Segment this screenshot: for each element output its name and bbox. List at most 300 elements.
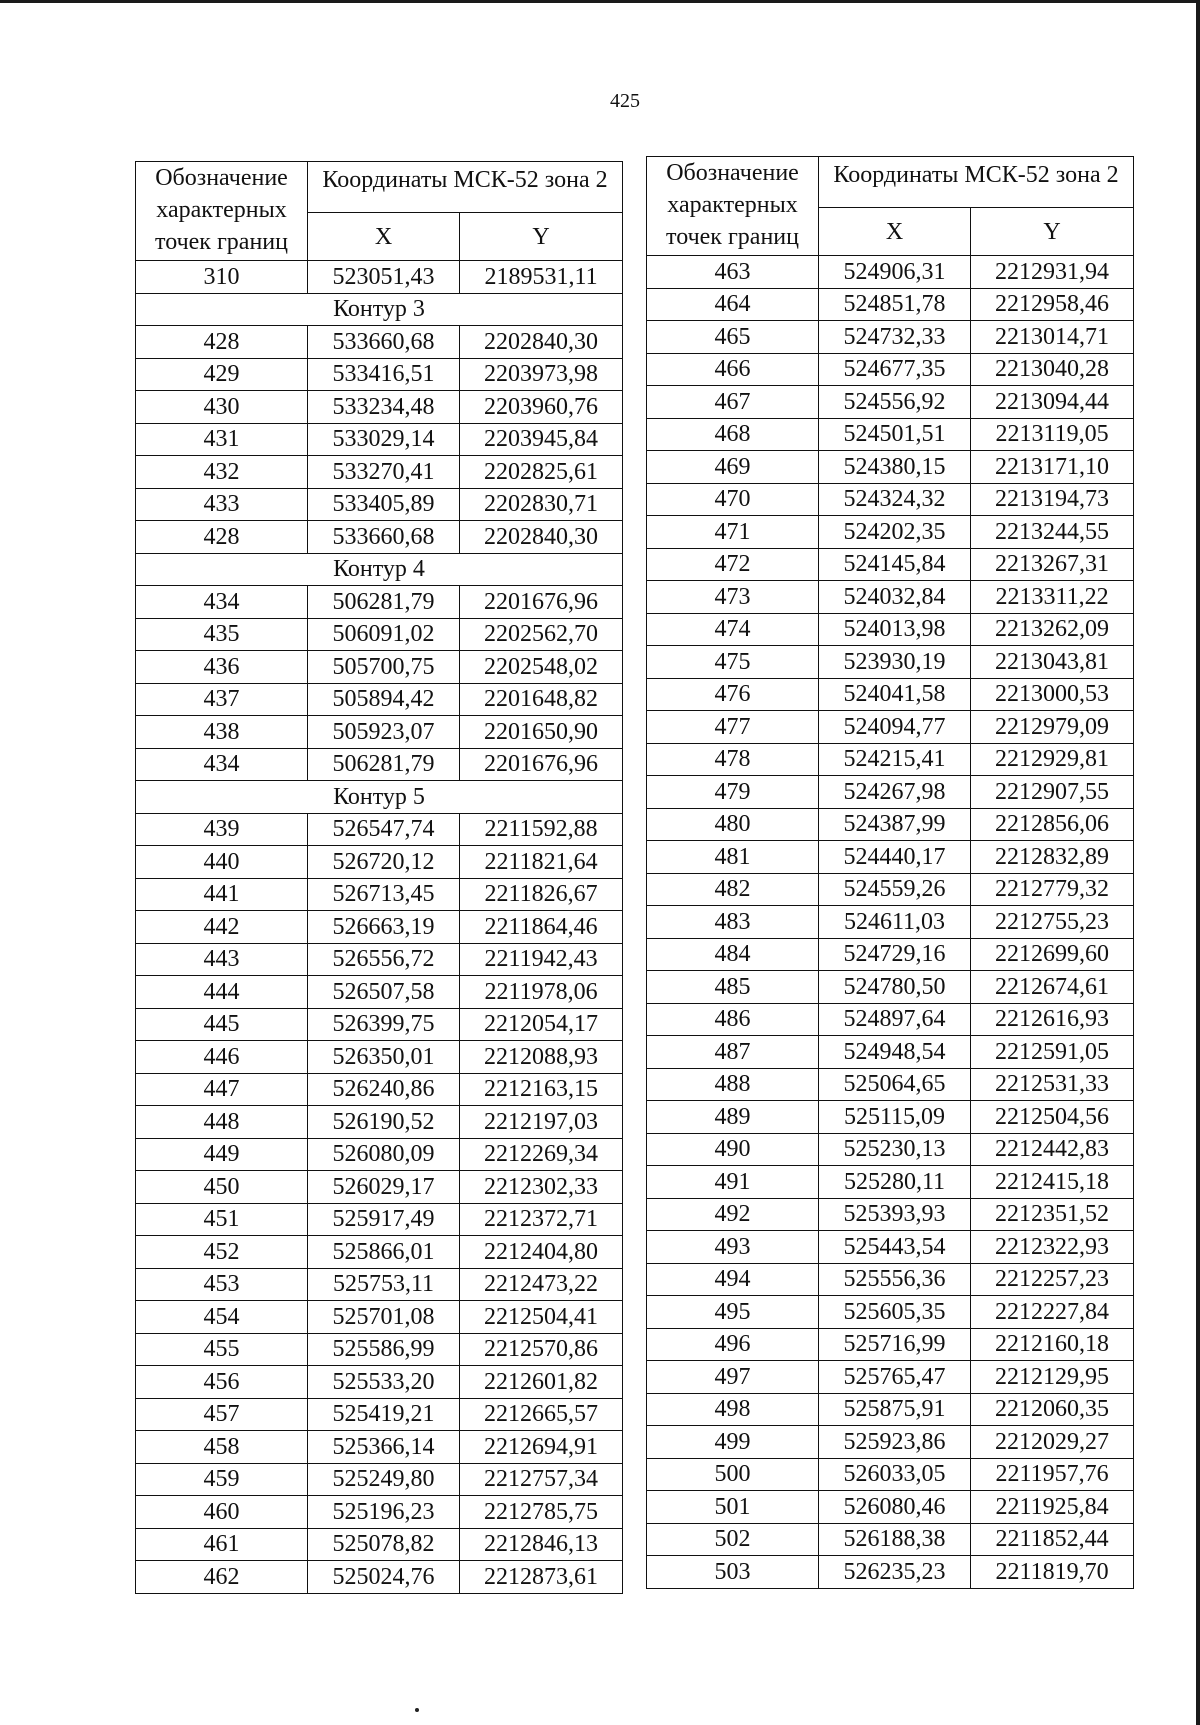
point-id-cell: 439: [136, 813, 308, 846]
table-row: [647, 1133, 1134, 1166]
table-row: [136, 1333, 623, 1366]
y-coordinate-cell: 2212163,15: [460, 1073, 623, 1106]
y-coordinate-cell: 2213094,44: [971, 386, 1134, 419]
y-coordinate-cell: 2211957,76: [971, 1458, 1134, 1491]
y-coordinate-cell: 2212504,56: [971, 1101, 1134, 1134]
point-id-cell: 441: [136, 878, 308, 911]
y-coordinate-cell: 2212302,33: [460, 1171, 623, 1204]
y-coordinate-cell: 2213119,05: [971, 418, 1134, 451]
table-row: [136, 326, 623, 359]
y-coordinate-cell: 2212269,34: [460, 1138, 623, 1171]
table-row: [136, 618, 623, 651]
y-coordinate-cell: 2211864,46: [460, 911, 623, 944]
x-coordinate-cell: 524501,51: [819, 418, 971, 451]
y-coordinate-cell: 2212129,95: [971, 1361, 1134, 1394]
y-coordinate-cell: 2213244,55: [971, 516, 1134, 549]
x-coordinate-cell: 526190,52: [308, 1106, 460, 1139]
x-coordinate-cell: 526547,74: [308, 813, 460, 846]
table-row: [647, 1296, 1134, 1329]
x-coordinate-cell: 524559,26: [819, 873, 971, 906]
point-id-cell: 456: [136, 1366, 308, 1399]
point-id-cell: 500: [647, 1458, 819, 1491]
y-coordinate-cell: 2213311,22: [971, 581, 1134, 614]
y-coordinate-cell: 2211819,70: [971, 1556, 1134, 1589]
table-row: [136, 683, 623, 716]
y-coordinate-cell: 2212699,60: [971, 938, 1134, 971]
point-id-cell: 448: [136, 1106, 308, 1139]
point-id-cell: 453: [136, 1268, 308, 1301]
table-row: [136, 1236, 623, 1269]
x-coordinate-cell: 523051,43: [308, 261, 460, 294]
point-id-cell: 493: [647, 1231, 819, 1264]
coordinates-table-left: [135, 161, 623, 1594]
x-coordinate-cell: 526350,01: [308, 1041, 460, 1074]
table-row: [647, 1361, 1134, 1394]
y-coordinate-cell: 2212665,57: [460, 1398, 623, 1431]
x-coordinate-cell: 524267,98: [819, 776, 971, 809]
table-row: [136, 1431, 623, 1464]
point-id-cell: 459: [136, 1463, 308, 1496]
table-row: [647, 1068, 1134, 1101]
table-row: [136, 358, 623, 391]
table-row: [647, 288, 1134, 321]
y-coordinate-cell: 2213171,10: [971, 451, 1134, 484]
point-id-cell: 475: [647, 646, 819, 679]
point-id-cell: 458: [136, 1431, 308, 1464]
table-row: [136, 1008, 623, 1041]
table-row: [647, 873, 1134, 906]
table-row: [136, 943, 623, 976]
y-coordinate-cell: 2213040,28: [971, 353, 1134, 386]
point-id-cell: 462: [136, 1561, 308, 1594]
table-row: [647, 613, 1134, 646]
table-row: [136, 456, 623, 489]
point-id-cell: 431: [136, 423, 308, 456]
y-coordinate-cell: 2202548,02: [460, 651, 623, 684]
table-row: [136, 521, 623, 554]
point-id-cell: 447: [136, 1073, 308, 1106]
x-coordinate-cell: 524440,17: [819, 841, 971, 874]
point-id-cell: 449: [136, 1138, 308, 1171]
table-row: [136, 1073, 623, 1106]
table-row: [136, 1561, 623, 1594]
x-coordinate-cell: 524215,41: [819, 743, 971, 776]
y-coordinate-cell: 2213262,09: [971, 613, 1134, 646]
y-coordinate-cell: 2212958,46: [971, 288, 1134, 321]
x-coordinate-cell: 524948,54: [819, 1036, 971, 1069]
point-id-cell: 461: [136, 1528, 308, 1561]
table-row: [647, 418, 1134, 451]
y-coordinate-cell: 2212088,93: [460, 1041, 623, 1074]
y-coordinate-cell: 2212227,84: [971, 1296, 1134, 1329]
x-coordinate-cell: 524013,98: [819, 613, 971, 646]
y-coordinate-cell: 2212570,86: [460, 1333, 623, 1366]
table-row: [647, 1328, 1134, 1361]
y-coordinate-cell: 2212785,75: [460, 1496, 623, 1529]
y-coordinate-cell: 2203973,98: [460, 358, 623, 391]
point-id-cell: 451: [136, 1203, 308, 1236]
x-coordinate-cell: 525556,36: [819, 1263, 971, 1296]
table-row: [647, 678, 1134, 711]
x-coordinate-cell: 525366,14: [308, 1431, 460, 1464]
y-coordinate-cell: 2211852,44: [971, 1523, 1134, 1556]
x-coordinate-cell: 525701,08: [308, 1301, 460, 1334]
point-id-cell: 477: [647, 711, 819, 744]
point-id-cell: 481: [647, 841, 819, 874]
x-coordinate-cell: 524897,64: [819, 1003, 971, 1036]
x-coordinate-cell: 525586,99: [308, 1333, 460, 1366]
header-y: Y: [971, 208, 1134, 256]
point-id-cell: 502: [647, 1523, 819, 1556]
point-id-cell: 489: [647, 1101, 819, 1134]
x-coordinate-cell: 533270,41: [308, 456, 460, 489]
table-row: [647, 711, 1134, 744]
x-coordinate-cell: 505894,42: [308, 683, 460, 716]
y-coordinate-cell: 2211592,88: [460, 813, 623, 846]
y-coordinate-cell: 2212674,61: [971, 971, 1134, 1004]
y-coordinate-cell: 2212694,91: [460, 1431, 623, 1464]
table-row: [647, 1101, 1134, 1134]
point-id-cell: 495: [647, 1296, 819, 1329]
table-row: [647, 743, 1134, 776]
point-id-cell: 445: [136, 1008, 308, 1041]
x-coordinate-cell: 526663,19: [308, 911, 460, 944]
point-id-cell: 429: [136, 358, 308, 391]
point-id-cell: 454: [136, 1301, 308, 1334]
y-coordinate-cell: 2212616,93: [971, 1003, 1134, 1036]
x-coordinate-cell: 526235,23: [819, 1556, 971, 1589]
point-id-cell: 484: [647, 938, 819, 971]
table-row: [647, 386, 1134, 419]
x-coordinate-cell: 506281,79: [308, 586, 460, 619]
x-coordinate-cell: 526399,75: [308, 1008, 460, 1041]
x-coordinate-cell: 525443,54: [819, 1231, 971, 1264]
point-id-cell: 442: [136, 911, 308, 944]
point-id-cell: 310: [136, 261, 308, 294]
table-row: [647, 1003, 1134, 1036]
x-coordinate-cell: 524094,77: [819, 711, 971, 744]
point-id-cell: 464: [647, 288, 819, 321]
header-point-designation: Обозначение характерных точек границ: [647, 157, 819, 256]
point-id-cell: 428: [136, 521, 308, 554]
point-id-cell: 491: [647, 1166, 819, 1199]
y-coordinate-cell: 2212504,41: [460, 1301, 623, 1334]
y-coordinate-cell: 2212931,94: [971, 256, 1134, 289]
table-row: [647, 1523, 1134, 1556]
point-id-cell: 485: [647, 971, 819, 1004]
table-row: [136, 423, 623, 456]
point-id-cell: 437: [136, 683, 308, 716]
x-coordinate-cell: 524387,99: [819, 808, 971, 841]
y-coordinate-cell: 2212415,18: [971, 1166, 1134, 1199]
x-coordinate-cell: 526080,46: [819, 1491, 971, 1524]
y-coordinate-cell: 2212351,52: [971, 1198, 1134, 1231]
point-id-cell: 465: [647, 321, 819, 354]
y-coordinate-cell: 2212856,06: [971, 808, 1134, 841]
point-id-cell: 467: [647, 386, 819, 419]
y-coordinate-cell: 2212404,80: [460, 1236, 623, 1269]
table-row: [647, 548, 1134, 581]
table-row: [647, 646, 1134, 679]
y-coordinate-cell: 2201676,96: [460, 748, 623, 781]
x-coordinate-cell: 533234,48: [308, 391, 460, 424]
header-coordinates: Координаты МСК-52 зона 2: [308, 162, 623, 213]
y-coordinate-cell: 2212846,13: [460, 1528, 623, 1561]
y-coordinate-cell: 2213267,31: [971, 548, 1134, 581]
table-row: [136, 1301, 623, 1334]
y-coordinate-cell: 2212757,34: [460, 1463, 623, 1496]
point-id-cell: 490: [647, 1133, 819, 1166]
y-coordinate-cell: 2212372,71: [460, 1203, 623, 1236]
table-row: [136, 261, 623, 294]
table-row: [647, 483, 1134, 516]
x-coordinate-cell: 506091,02: [308, 618, 460, 651]
table-row: [647, 1458, 1134, 1491]
x-coordinate-cell: 526556,72: [308, 943, 460, 976]
point-id-cell: 452: [136, 1236, 308, 1269]
table-row: [136, 911, 623, 944]
table-row: [136, 1138, 623, 1171]
header-x: X: [819, 208, 971, 256]
table-row: [136, 1041, 623, 1074]
y-coordinate-cell: 2213043,81: [971, 646, 1134, 679]
table-row: [647, 451, 1134, 484]
y-coordinate-cell: 2212755,23: [971, 906, 1134, 939]
point-id-cell: 483: [647, 906, 819, 939]
table-row: [136, 488, 623, 521]
point-id-cell: 434: [136, 586, 308, 619]
point-id-cell: 470: [647, 483, 819, 516]
point-id-cell: 503: [647, 1556, 819, 1589]
point-id-cell: 469: [647, 451, 819, 484]
point-id-cell: 486: [647, 1003, 819, 1036]
x-coordinate-cell: 525024,76: [308, 1561, 460, 1594]
table-row: [647, 971, 1134, 1004]
y-coordinate-cell: 2212779,32: [971, 873, 1134, 906]
x-coordinate-cell: 525875,91: [819, 1393, 971, 1426]
y-coordinate-cell: 2212473,22: [460, 1268, 623, 1301]
x-coordinate-cell: 524041,58: [819, 678, 971, 711]
table-body-right: [647, 256, 1134, 1589]
table-row: [647, 256, 1134, 289]
y-coordinate-cell: 2212029,27: [971, 1426, 1134, 1459]
x-coordinate-cell: 533405,89: [308, 488, 460, 521]
x-coordinate-cell: 525419,21: [308, 1398, 460, 1431]
x-coordinate-cell: 525917,49: [308, 1203, 460, 1236]
point-id-cell: 492: [647, 1198, 819, 1231]
point-id-cell: 443: [136, 943, 308, 976]
x-coordinate-cell: 526029,17: [308, 1171, 460, 1204]
scan-speck: [415, 1708, 419, 1712]
point-id-cell: 436: [136, 651, 308, 684]
y-coordinate-cell: 2211925,84: [971, 1491, 1134, 1524]
x-coordinate-cell: 524851,78: [819, 288, 971, 321]
y-coordinate-cell: 2211821,64: [460, 846, 623, 879]
point-id-cell: 496: [647, 1328, 819, 1361]
y-coordinate-cell: 2201676,96: [460, 586, 623, 619]
x-coordinate-cell: 533416,51: [308, 358, 460, 391]
table-row: [136, 1528, 623, 1561]
x-coordinate-cell: 526033,05: [819, 1458, 971, 1491]
header-x: X: [308, 213, 460, 261]
table-row: [136, 878, 623, 911]
table-row: [136, 1203, 623, 1236]
table-row: [647, 581, 1134, 614]
y-coordinate-cell: 2201648,82: [460, 683, 623, 716]
x-coordinate-cell: 505923,07: [308, 716, 460, 749]
header-y: Y: [460, 213, 623, 261]
x-coordinate-cell: 526188,38: [819, 1523, 971, 1556]
point-id-cell: 468: [647, 418, 819, 451]
y-coordinate-cell: 2201650,90: [460, 716, 623, 749]
y-coordinate-cell: 2212054,17: [460, 1008, 623, 1041]
page-number: 425: [610, 90, 640, 112]
x-coordinate-cell: 525115,09: [819, 1101, 971, 1134]
point-id-cell: 479: [647, 776, 819, 809]
point-id-cell: 476: [647, 678, 819, 711]
x-coordinate-cell: 524324,32: [819, 483, 971, 516]
point-id-cell: 494: [647, 1263, 819, 1296]
table-row: [136, 1268, 623, 1301]
y-coordinate-cell: 2211826,67: [460, 878, 623, 911]
page-top-border: [0, 0, 1200, 3]
table-row: [647, 906, 1134, 939]
table-row: [647, 1426, 1134, 1459]
table-row: [647, 321, 1134, 354]
point-id-cell: 463: [647, 256, 819, 289]
x-coordinate-cell: 524732,33: [819, 321, 971, 354]
table-row: [136, 586, 623, 619]
point-id-cell: 480: [647, 808, 819, 841]
point-id-cell: 482: [647, 873, 819, 906]
x-coordinate-cell: 525064,65: [819, 1068, 971, 1101]
y-coordinate-cell: 2212591,05: [971, 1036, 1134, 1069]
point-id-cell: 471: [647, 516, 819, 549]
y-coordinate-cell: 2212601,82: [460, 1366, 623, 1399]
y-coordinate-cell: 2202562,70: [460, 618, 623, 651]
x-coordinate-cell: 506281,79: [308, 748, 460, 781]
table-row: [136, 1398, 623, 1431]
point-id-cell: 428: [136, 326, 308, 359]
y-coordinate-cell: 2202830,71: [460, 488, 623, 521]
table-row: [136, 716, 623, 749]
x-coordinate-cell: 525765,47: [819, 1361, 971, 1394]
x-coordinate-cell: 524380,15: [819, 451, 971, 484]
y-coordinate-cell: 2211978,06: [460, 976, 623, 1009]
x-coordinate-cell: 525753,11: [308, 1268, 460, 1301]
x-coordinate-cell: 525249,80: [308, 1463, 460, 1496]
y-coordinate-cell: 2212907,55: [971, 776, 1134, 809]
point-id-cell: 438: [136, 716, 308, 749]
point-id-cell: 487: [647, 1036, 819, 1069]
x-coordinate-cell: 524906,31: [819, 256, 971, 289]
x-coordinate-cell: 525533,20: [308, 1366, 460, 1399]
table-row: [647, 1491, 1134, 1524]
contour-row: [136, 553, 623, 586]
table-row: [647, 1036, 1134, 1069]
y-coordinate-cell: 2212257,23: [971, 1263, 1134, 1296]
y-coordinate-cell: 2189531,11: [460, 261, 623, 294]
y-coordinate-cell: 2202840,30: [460, 521, 623, 554]
x-coordinate-cell: 533660,68: [308, 521, 460, 554]
x-coordinate-cell: 533660,68: [308, 326, 460, 359]
y-coordinate-cell: 2212531,33: [971, 1068, 1134, 1101]
table-row: [647, 1263, 1134, 1296]
x-coordinate-cell: 524145,84: [819, 548, 971, 581]
x-coordinate-cell: 523930,19: [819, 646, 971, 679]
y-coordinate-cell: 2212442,83: [971, 1133, 1134, 1166]
x-coordinate-cell: 526507,58: [308, 976, 460, 1009]
x-coordinate-cell: 524780,50: [819, 971, 971, 1004]
y-coordinate-cell: 2213000,53: [971, 678, 1134, 711]
table-row: [647, 1198, 1134, 1231]
y-coordinate-cell: 2213194,73: [971, 483, 1134, 516]
x-coordinate-cell: 524729,16: [819, 938, 971, 971]
x-coordinate-cell: 525078,82: [308, 1528, 460, 1561]
point-id-cell: 473: [647, 581, 819, 614]
table-row: [136, 1496, 623, 1529]
x-coordinate-cell: 526240,86: [308, 1073, 460, 1106]
x-coordinate-cell: 525196,23: [308, 1496, 460, 1529]
point-id-cell: 430: [136, 391, 308, 424]
point-id-cell: 435: [136, 618, 308, 651]
table-row: [647, 1393, 1134, 1426]
x-coordinate-cell: 524032,84: [819, 581, 971, 614]
y-coordinate-cell: 2212197,03: [460, 1106, 623, 1139]
x-coordinate-cell: 524677,35: [819, 353, 971, 386]
y-coordinate-cell: 2203945,84: [460, 423, 623, 456]
y-coordinate-cell: 2202840,30: [460, 326, 623, 359]
table-row: [136, 1106, 623, 1139]
table-row: [136, 1171, 623, 1204]
table-row: [647, 841, 1134, 874]
point-id-cell: 440: [136, 846, 308, 879]
x-coordinate-cell: 526713,45: [308, 878, 460, 911]
table-row: [647, 1231, 1134, 1264]
contour-label: Контур 3: [136, 293, 623, 326]
table-row: [647, 776, 1134, 809]
x-coordinate-cell: 524556,92: [819, 386, 971, 419]
page-right-border: [1196, 0, 1200, 1725]
x-coordinate-cell: 525716,99: [819, 1328, 971, 1361]
point-id-cell: 444: [136, 976, 308, 1009]
y-coordinate-cell: 2213014,71: [971, 321, 1134, 354]
x-coordinate-cell: 525280,11: [819, 1166, 971, 1199]
table-row: [647, 516, 1134, 549]
point-id-cell: 434: [136, 748, 308, 781]
point-id-cell: 455: [136, 1333, 308, 1366]
contour-label: Контур 4: [136, 553, 623, 586]
table-row: [136, 1366, 623, 1399]
point-id-cell: 466: [647, 353, 819, 386]
x-coordinate-cell: 525230,13: [819, 1133, 971, 1166]
point-id-cell: 497: [647, 1361, 819, 1394]
point-id-cell: 433: [136, 488, 308, 521]
y-coordinate-cell: 2203960,76: [460, 391, 623, 424]
x-coordinate-cell: 533029,14: [308, 423, 460, 456]
table-row: [136, 813, 623, 846]
table-body-left: [136, 261, 623, 1594]
header-coordinates: Координаты МСК-52 зона 2: [819, 157, 1134, 208]
table-row: [647, 1166, 1134, 1199]
x-coordinate-cell: 526720,12: [308, 846, 460, 879]
point-id-cell: 432: [136, 456, 308, 489]
table-row: [647, 808, 1134, 841]
y-coordinate-cell: 2212929,81: [971, 743, 1134, 776]
x-coordinate-cell: 524202,35: [819, 516, 971, 549]
contour-label: Контур 5: [136, 781, 623, 814]
x-coordinate-cell: 526080,09: [308, 1138, 460, 1171]
